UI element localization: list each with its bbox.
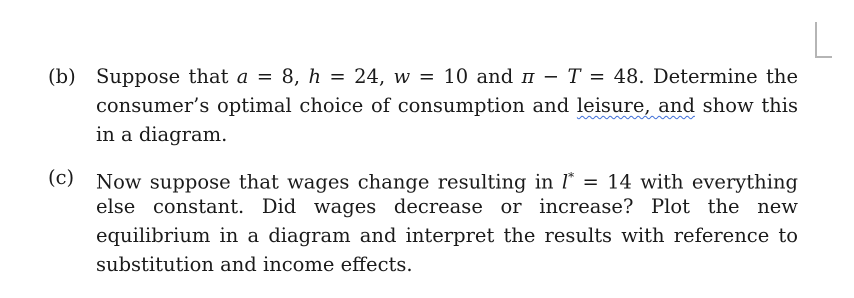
text-segment: show this — [694, 94, 798, 117]
text-segment: − — [534, 65, 568, 88]
variable-h: h — [308, 65, 322, 88]
text-segment: = 8, — [248, 65, 309, 88]
text-segment: = 24, — [321, 65, 394, 88]
text-segment: Now suppose that wages change resulting in — [96, 170, 562, 194]
part-b-line-3 — [96, 120, 227, 149]
variable-T: T — [567, 65, 581, 88]
text-segment: Suppose that — [96, 65, 237, 88]
text-segment: = 10 and — [410, 65, 522, 88]
part-b-line-1 — [96, 62, 798, 91]
text-segment: in a diagram. — [96, 123, 228, 146]
part-c-label: (c) — [48, 166, 75, 189]
variable-w: w — [393, 65, 411, 88]
text-segment: consumer’s optimal choice of consumption and — [96, 94, 577, 117]
part-c-line-2: else constant. Did wages decrease or increase? Plot the new — [96, 195, 798, 218]
text-segment: = 48. Determine the — [580, 65, 798, 88]
variable-pi: π — [521, 65, 535, 88]
corner-crop-mark — [815, 22, 832, 58]
part-c-line-3: equilibrium in a diagram and interpret the results with reference to — [96, 224, 798, 247]
spellcheck-underlined-text[interactable]: leisure, and — [576, 94, 695, 117]
part-c-line-4: substitution and income effects. — [96, 253, 413, 276]
superscript-star: * — [568, 170, 575, 184]
text-segment: = 14 with everything — [574, 170, 798, 194]
variable-l: l — [561, 170, 569, 194]
part-b-line-2 — [96, 91, 798, 120]
part-b-label: (b) — [48, 65, 76, 88]
variable-a: a — [236, 65, 249, 88]
